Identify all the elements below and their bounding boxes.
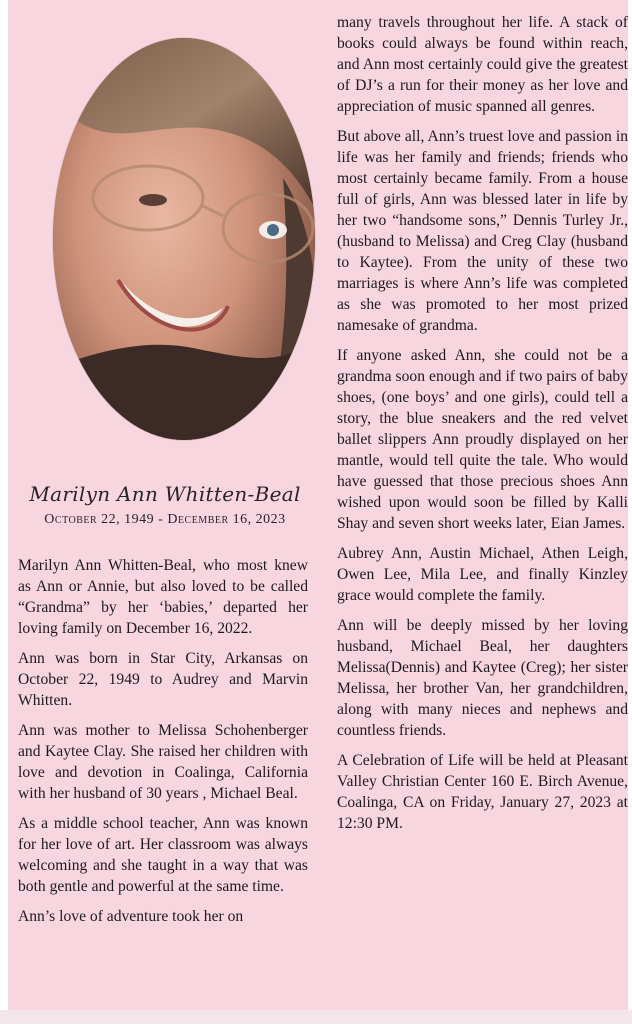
decedent-name: Marilyn Ann Whitten-Beal <box>29 482 301 506</box>
left-text-column <box>18 555 308 936</box>
paragraph-grandma: If anyone asked Ann, she could not be a grandma soon enough and if two pairs of baby shoes, (one boys’ and one girls), could tell a story, the blue sneakers and the red velvet ballet slippers Ann proudly displayed on her mantle, would tell quite the tale. Who would have guessed that those precious shoes Ann wished upon would soon be filled by Kalli Shay and seven short weeks later, Eian James. <box>337 347 628 532</box>
life-dates: October 22, 1949 - December 16, 2023 <box>44 512 286 527</box>
paragraph-mother: Ann was mother to Melissa Schohenberger and Kaytee Clay. She raised her children with love and devotion in Coalinga, California with her husband of 30 years , Michael Beal. <box>18 722 308 802</box>
paragraph-celebration: A Celebration of Life will be held at Pleasant Valley Christian Center 160 E. Birch Avenue, Coalinga, CA on Friday, January 27, 2023 at 12:30 PM. <box>337 752 628 832</box>
paragraph-travels: many travels throughout her life. A stack of books could always be found within reach, and Ann most certainly could give the greatest of DJ’s a run for their money as her love and appreciation of music spanned all genres. <box>337 14 628 115</box>
paragraph-survivors: Ann will be deeply missed by her loving husband, Michael Beal, her daughters Melissa(Dennis) and Kaytee (Creg); her sister Melissa, her brother Van, her grandchildren, along with many nieces and nephews and countless friends. <box>337 617 628 739</box>
bottom-border-strip <box>0 1010 632 1024</box>
paragraph-teacher: As a middle school teacher, Ann was known for her love of art. Her classroom was always welcoming and she taught in a way that was both gentle and powerful at the same time. <box>18 815 308 895</box>
memorial-portrait-photo <box>53 38 315 440</box>
portrait-image <box>53 38 315 440</box>
paragraph-family: But above all, Ann’s truest love and passion in life was her family and friends; friends who most certainly became family. From a house full of girls, Ann was blessed later in life by her two “handsome sons,” Dennis Turley Jr., (husband to Melissa) and Creg Clay (husband to Kaytee). From the unity of these two marriages is where Ann’s life was completed as she was promoted to her most prized namesake of grandma. <box>337 128 628 334</box>
paragraph-birth: Ann was born in Star City, Arkansas on October 22, 1949 to Audrey and Marvin Whitten. <box>18 650 308 709</box>
paragraph-grandchildren: Aubrey Ann, Austin Michael, Athen Leigh, Owen Lee, Mila Lee, and finally Kinzley grace would complete the family. <box>337 545 628 604</box>
right-text-column <box>337 12 628 843</box>
paragraph-adventure: Ann’s love of adventure took her on <box>18 908 244 925</box>
paragraph-intro: Marilyn Ann Whitten-Beal, who most knew as Ann or Annie, but also loved to be called “Grandma” by her ‘babies,’ departed her loving family on December 16, 2022. <box>18 557 308 637</box>
